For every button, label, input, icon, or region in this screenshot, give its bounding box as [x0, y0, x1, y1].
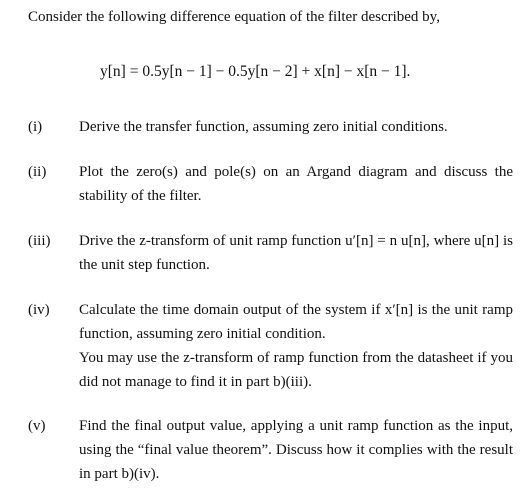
item-number: (i)	[28, 119, 43, 135]
item-number: (iv)	[28, 302, 50, 318]
item-line: You may use the z-transform of ramp function from the datasheet if you did not manage to find it in part b)(iii).	[79, 350, 513, 390]
item-line: Find the final output value, applying a unit ramp function as the input, using the “final value theorem”. Discuss how it complies with the result in part b)(iv).	[79, 418, 513, 482]
item-text	[79, 229, 513, 277]
item-text	[79, 414, 513, 486]
equation-text: y[n] = 0.5y[n − 1] − 0.5y[n − 2] + x[n] − x[n − 1].	[100, 63, 411, 80]
item-number: (iii)	[28, 233, 51, 249]
item-line: Drive the z-transform of unit ramp function u′[n] = n u[n], where u[n] is the unit step function.	[79, 233, 513, 273]
item-text	[79, 160, 513, 208]
item-text	[79, 298, 513, 394]
item-line: Plot the zero(s) and pole(s) on an Argand diagram and discuss the stability of the filter.	[79, 164, 513, 204]
problem-intro: Consider the following difference equation of the filter described by,	[28, 9, 440, 25]
item-text	[79, 115, 513, 139]
item-number: (v)	[28, 418, 46, 434]
difference-equation	[100, 63, 410, 81]
item-line: Derive the transfer function, assuming zero initial conditions.	[79, 119, 448, 135]
item-number: (ii)	[28, 164, 47, 180]
item-line: Calculate the time domain output of the system if x′[n] is the unit ramp function, assuming zero initial condition.	[79, 302, 513, 342]
